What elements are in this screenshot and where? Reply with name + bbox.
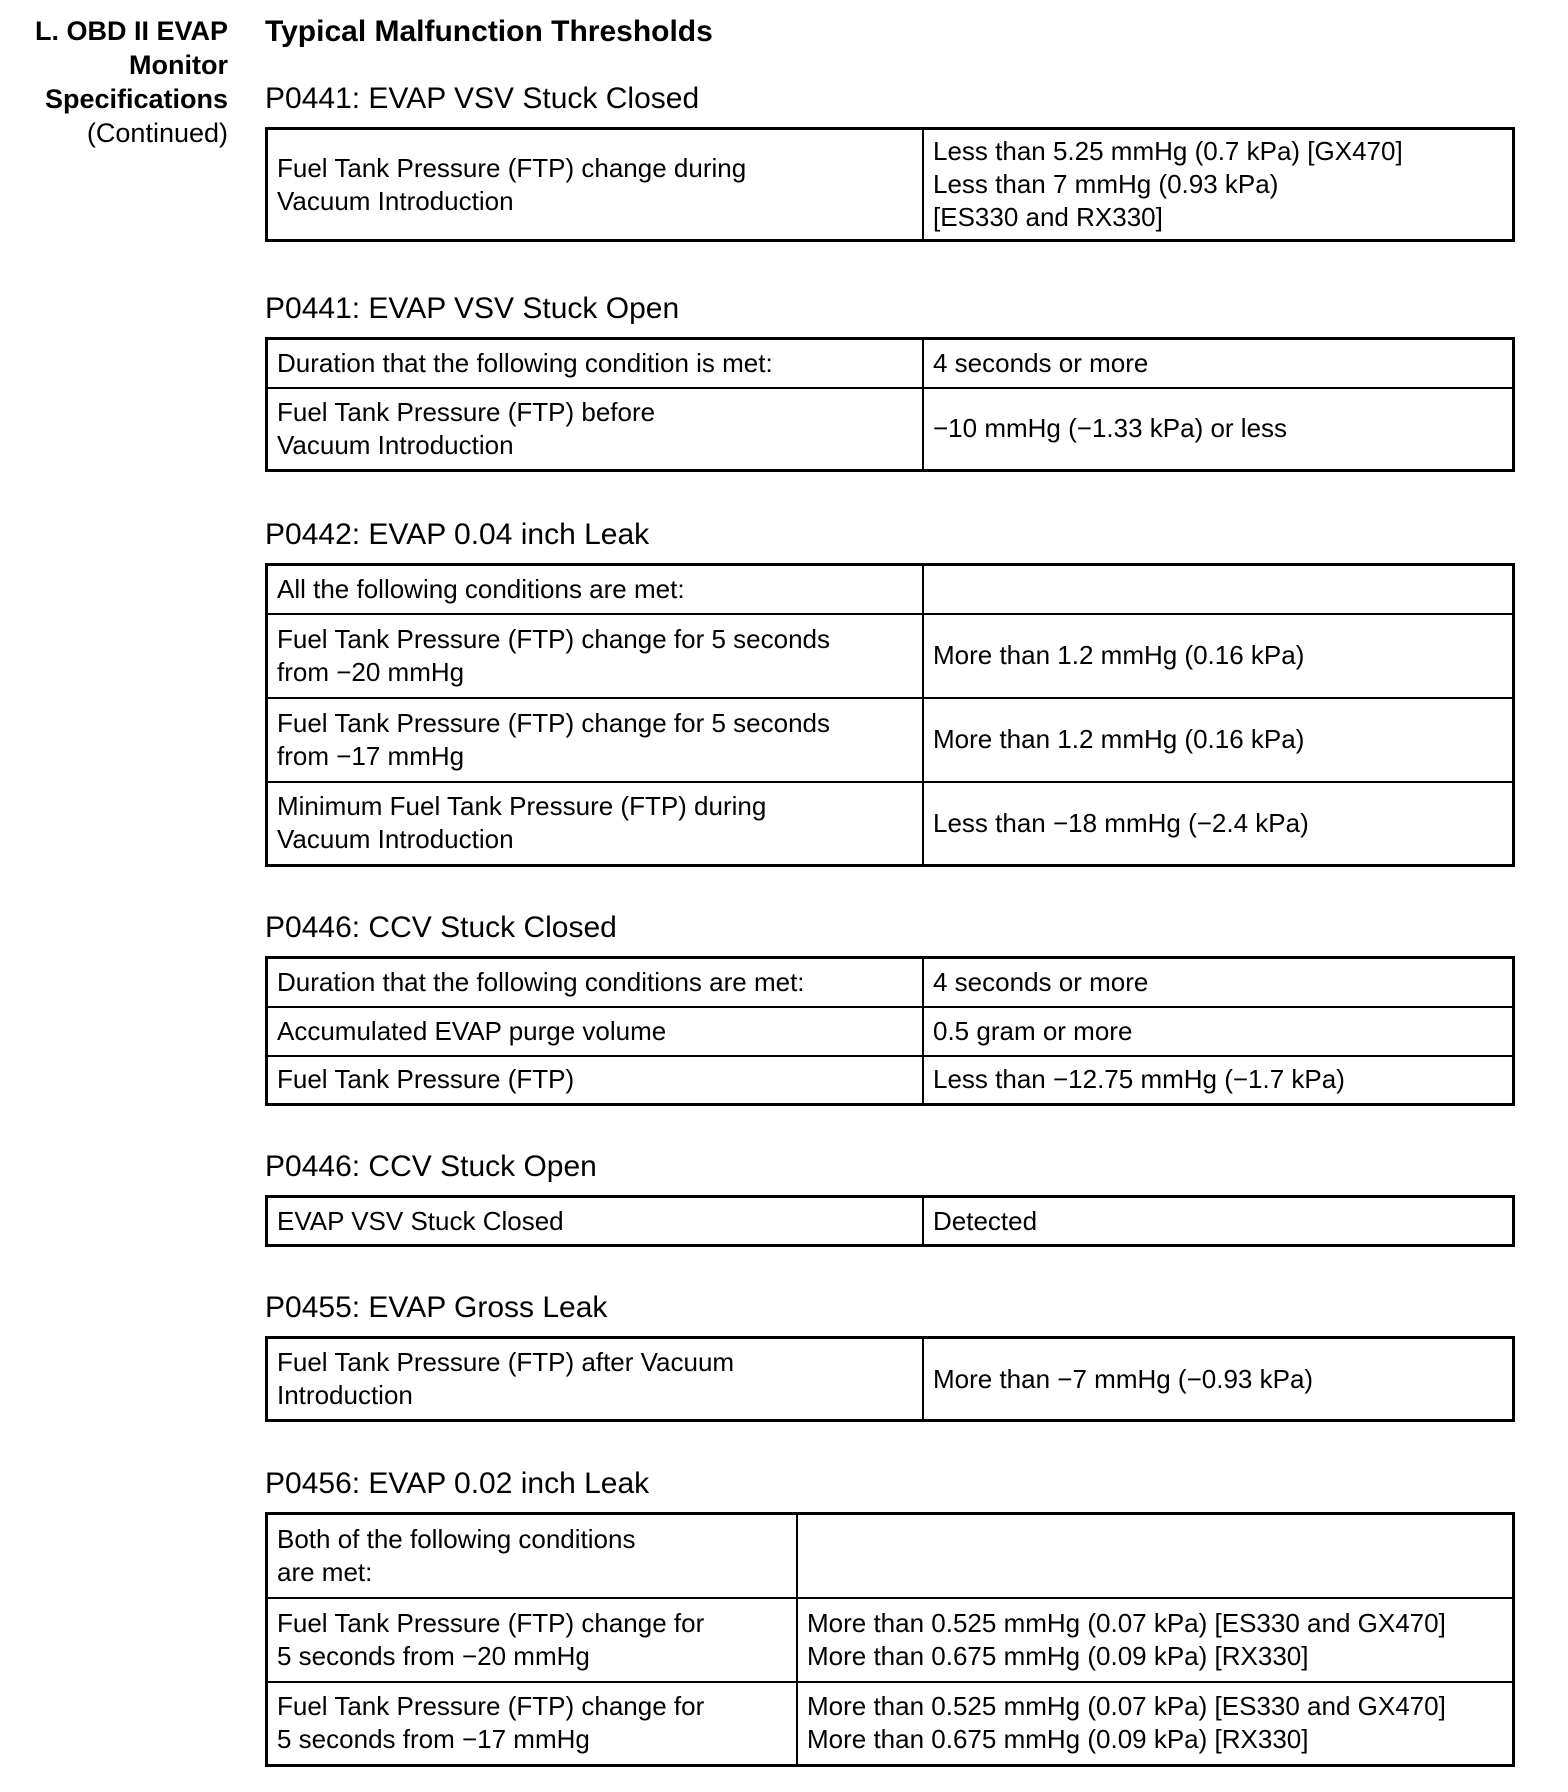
threshold-cell: 4 seconds or more	[923, 339, 1514, 388]
table-row	[267, 614, 1514, 698]
table-row	[267, 1514, 1514, 1598]
condition-cell: Duration that the following condition is met:	[267, 339, 924, 388]
table-row	[267, 1598, 1514, 1682]
table-row	[267, 1007, 1514, 1056]
threshold-cell: More than −7 mmHg (−0.93 kPa)	[923, 1338, 1514, 1421]
section-title: P0446: CCV Stuck Open	[265, 1150, 597, 1183]
spec-table	[265, 563, 1515, 867]
threshold-cell: More than 1.2 mmHg (0.16 kPa)	[923, 614, 1514, 698]
threshold-cell	[923, 565, 1514, 614]
condition-cell: Fuel Tank Pressure (FTP) change for 5 seconds from −20 mmHg	[267, 1598, 798, 1682]
threshold-cell: Less than −18 mmHg (−2.4 kPa)	[923, 782, 1514, 866]
threshold-cell: Less than −12.75 mmHg (−1.7 kPa)	[923, 1056, 1514, 1105]
threshold-cell: Less than 5.25 mmHg (0.7 kPa) [GX470] Less than 7 mmHg (0.93 kPa) [ES330 and RX330]	[923, 129, 1514, 241]
table-row	[267, 129, 1514, 241]
condition-cell: Fuel Tank Pressure (FTP) before Vacuum Introduction	[267, 388, 924, 471]
threshold-cell: More than 0.525 mmHg (0.07 kPa) [ES330 and GX470] More than 0.675 mmHg (0.09 kPa) [RX330]	[797, 1598, 1514, 1682]
threshold-cell: More than 0.525 mmHg (0.07 kPa) [ES330 and GX470] More than 0.675 mmHg (0.09 kPa) [RX330]	[797, 1682, 1514, 1766]
condition-cell: Accumulated EVAP purge volume	[267, 1007, 924, 1056]
section-title: P0446: CCV Stuck Closed	[265, 911, 617, 944]
page-title: Typical Malfunction Thresholds	[265, 15, 713, 48]
threshold-cell: More than 1.2 mmHg (0.16 kPa)	[923, 698, 1514, 782]
table-row	[267, 565, 1514, 614]
table-row	[267, 698, 1514, 782]
condition-cell: Fuel Tank Pressure (FTP) change for 5 seconds from −17 mmHg	[267, 698, 924, 782]
threshold-cell: 4 seconds or more	[923, 958, 1514, 1007]
table-row	[267, 339, 1514, 388]
table-row	[267, 1338, 1514, 1421]
condition-cell: Fuel Tank Pressure (FTP)	[267, 1056, 924, 1105]
condition-cell: Fuel Tank Pressure (FTP) after Vacuum Introduction	[267, 1338, 924, 1421]
table-row	[267, 388, 1514, 471]
threshold-cell: −10 mmHg (−1.33 kPa) or less	[923, 388, 1514, 471]
side-label-line-1: L. OBD II EVAP	[34, 16, 228, 46]
section-title: P0456: EVAP 0.02 inch Leak	[265, 1467, 650, 1500]
side-label-continued: (Continued)	[86, 118, 228, 148]
condition-cell: Fuel Tank Pressure (FTP) change during Vacuum Introduction	[267, 129, 924, 241]
table-row	[267, 1682, 1514, 1766]
table-row	[267, 1197, 1514, 1246]
condition-cell: Fuel Tank Pressure (FTP) change for 5 seconds from −17 mmHg	[267, 1682, 798, 1766]
section-title: P0441: EVAP VSV Stuck Closed	[265, 82, 700, 115]
side-label-line-2: Monitor	[129, 50, 228, 80]
side-label-line-3: Specifications	[44, 84, 228, 114]
table-row	[267, 1056, 1514, 1105]
section-title: P0455: EVAP Gross Leak	[265, 1291, 608, 1324]
threshold-cell: Detected	[923, 1197, 1514, 1246]
spec-table	[265, 956, 1515, 1106]
spec-table	[265, 1336, 1515, 1422]
section-side-label	[0, 14, 228, 150]
condition-cell: Fuel Tank Pressure (FTP) change for 5 seconds from −20 mmHg	[267, 614, 924, 698]
spec-table	[265, 337, 1515, 472]
spec-table	[265, 1195, 1515, 1247]
table-row	[267, 782, 1514, 866]
condition-cell: Duration that the following conditions are met:	[267, 958, 924, 1007]
condition-cell: EVAP VSV Stuck Closed	[267, 1197, 924, 1246]
section-title: P0441: EVAP VSV Stuck Open	[265, 292, 680, 325]
condition-cell: All the following conditions are met:	[267, 565, 924, 614]
spec-table	[265, 1512, 1515, 1767]
threshold-cell	[797, 1514, 1514, 1598]
condition-cell: Minimum Fuel Tank Pressure (FTP) during Vacuum Introduction	[267, 782, 924, 866]
threshold-cell: 0.5 gram or more	[923, 1007, 1514, 1056]
condition-cell: Both of the following conditions are met:	[267, 1514, 798, 1598]
section-title: P0442: EVAP 0.04 inch Leak	[265, 518, 650, 551]
spec-table	[265, 127, 1515, 242]
table-row	[267, 958, 1514, 1007]
